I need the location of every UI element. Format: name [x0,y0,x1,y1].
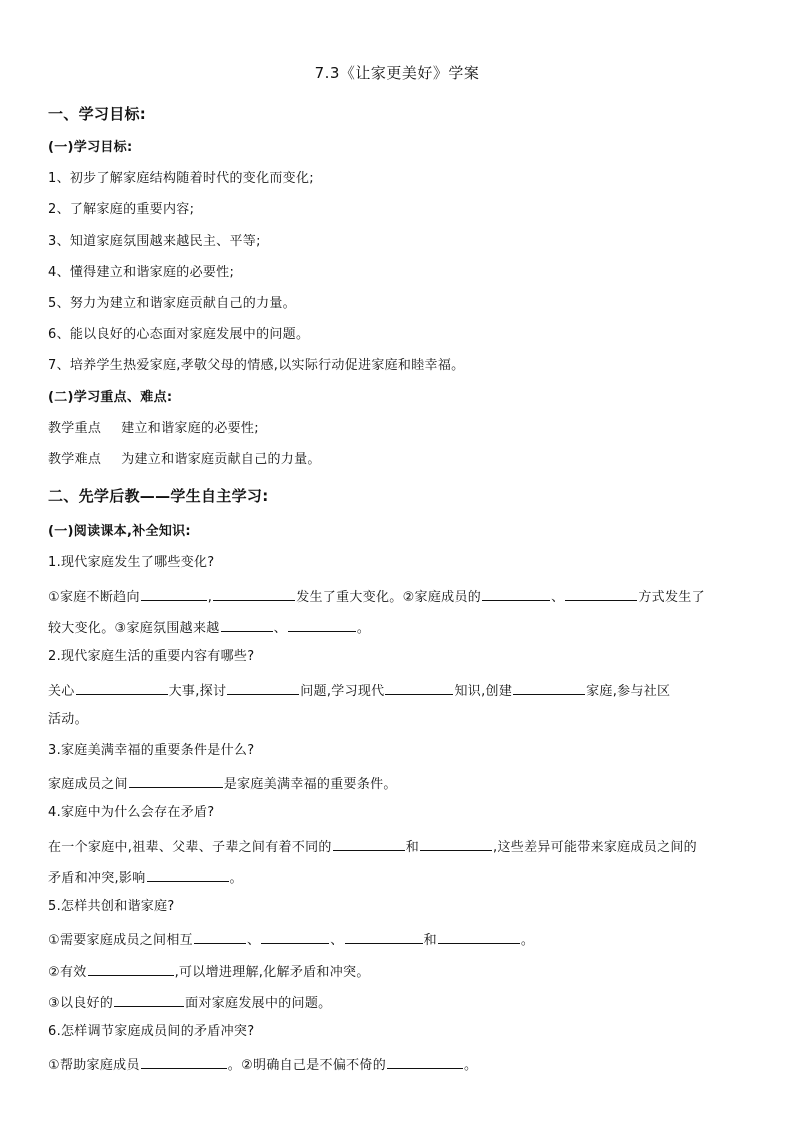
section-2-sub-1: (一)阅读课本,补全知识: [48,524,191,539]
section-1-sub-2: (二)学习重点、难点: [48,390,173,405]
q3-text: 家庭成员之间 [48,777,128,792]
q5-text: ②有效 [48,965,87,980]
fill-blank[interactable] [147,868,229,882]
q1-text: 较大变化。③家庭氛围越来越 [48,621,220,636]
question-6: 6.怎样调节家庭成员间的矛盾冲突? [48,1024,255,1039]
q2-answer-line-2: 活动。 [48,712,88,727]
q5-text: 面对家庭发展中的问题。 [185,996,332,1011]
fill-blank[interactable] [129,774,223,788]
fill-blank[interactable] [76,681,168,695]
difficulty-text: 为建立和谐家庭贡献自己的力量。 [121,452,321,467]
q6-text: ①帮助家庭成员 [48,1058,140,1073]
q6-text: 。 [464,1058,478,1073]
key-point-label: 教学重点 [48,421,102,436]
q2-text: 家庭,参与社区 [586,684,671,699]
objective-item: 5、努力为建立和谐家庭贡献自己的力量。 [48,296,296,311]
fill-blank[interactable] [288,618,356,632]
objective-item: 6、能以良好的心态面对家庭发展中的问题。 [48,327,310,342]
question-4: 4.家庭中为什么会存在矛盾? [48,805,215,820]
section-1-sub-1: (一)学习目标: [48,140,133,155]
fill-blank[interactable] [345,930,423,944]
q2-text: 关心 [48,684,75,699]
q1-text: 。 [356,621,371,636]
fill-blank[interactable] [194,930,246,944]
q1-text: 、 [273,621,287,636]
q4-text: 矛盾和冲突,影响 [48,871,146,886]
q5-text: 、 [246,933,261,948]
q4-text: 在一个家庭中,祖辈、父辈、子辈之间有着不同的 [48,840,332,855]
q4-answer-line-2 [48,868,748,887]
q1-text: ①家庭不断趋向 [48,590,140,605]
fill-blank[interactable] [438,930,520,944]
question-2: 2.现代家庭生活的重要内容有哪些? [48,649,255,664]
q5-text: 和 [423,933,437,948]
objective-item: 2、了解家庭的重要内容; [48,202,195,217]
question-3: 3.家庭美满幸福的重要条件是什么? [48,743,255,758]
fill-blank[interactable] [333,837,405,851]
q4-text: ,这些差异可能带来家庭成员之间的 [493,840,697,855]
objective-item: 3、知道家庭氛围越来越民主、平等; [48,234,261,249]
q6-answer-line-1 [48,1055,748,1074]
fill-blank[interactable] [387,1055,463,1069]
q2-text: 问题,学习现代 [300,684,385,699]
question-1: 1.现代家庭发生了哪些变化? [48,555,215,570]
q1-answer-line-2 [48,618,748,637]
q4-text: 和 [405,840,420,855]
q5-text: ③以良好的 [48,996,114,1011]
fill-blank[interactable] [114,993,184,1007]
q1-text: 方式发生了 [638,590,705,605]
fill-blank[interactable] [420,837,492,851]
difficulty-label: 教学难点 [48,452,102,467]
q5-answer-line-3 [48,993,748,1012]
q2-text: 知识,创建 [454,684,513,699]
fill-blank[interactable] [513,681,585,695]
fill-blank[interactable] [88,962,174,976]
fill-blank[interactable] [221,618,273,632]
page-title: 7.3《让家更美好》学案 [314,64,480,82]
fill-blank[interactable] [385,681,453,695]
q5-text: 、 [330,933,344,948]
objective-item: 4、懂得建立和谐家庭的必要性; [48,265,235,280]
key-point-row [48,421,748,437]
fill-blank[interactable] [213,587,295,601]
fill-blank[interactable] [482,587,550,601]
q2-text: 大事,探讨 [168,684,227,699]
q5-text: ①需要家庭成员之间相互 [48,933,193,948]
section-2-heading: 二、先学后教——学生自主学习: [48,487,269,505]
question-5: 5.怎样共创和谐家庭? [48,899,175,914]
q5-text: ,可以增进理解,化解矛盾和冲突。 [174,965,370,980]
q1-text: 、 [551,590,565,605]
fill-blank[interactable] [565,587,637,601]
difficulty-row [48,452,748,468]
objective-item: 7、培养学生热爱家庭,孝敬父母的情感,以实际行动促进家庭和睦幸福。 [48,358,465,373]
q2-answer-line-1 [48,681,748,700]
fill-blank[interactable] [261,930,329,944]
q3-answer-line-1 [48,774,748,793]
q1-text: 发生了重大变化。②家庭成员的 [296,590,482,605]
fill-blank[interactable] [227,681,299,695]
q5-answer-line-2 [48,962,748,981]
key-point-text: 建立和谐家庭的必要性; [121,421,259,436]
q3-text: 是家庭美满幸福的重要条件。 [223,777,397,792]
q5-answer-line-1 [48,930,748,949]
q1-text: , [207,590,213,605]
q4-answer-line-1 [48,837,748,856]
q6-text: 。②明确自己是不偏不倚的 [227,1058,387,1073]
q4-text: 。 [229,871,243,886]
fill-blank[interactable] [141,587,207,601]
objective-item: 1、初步了解家庭结构随着时代的变化而变化; [48,171,314,186]
fill-blank[interactable] [141,1055,227,1069]
q5-text: 。 [520,933,535,948]
section-1-heading: 一、学习目标: [48,105,147,123]
q1-answer-line-1 [48,587,748,606]
